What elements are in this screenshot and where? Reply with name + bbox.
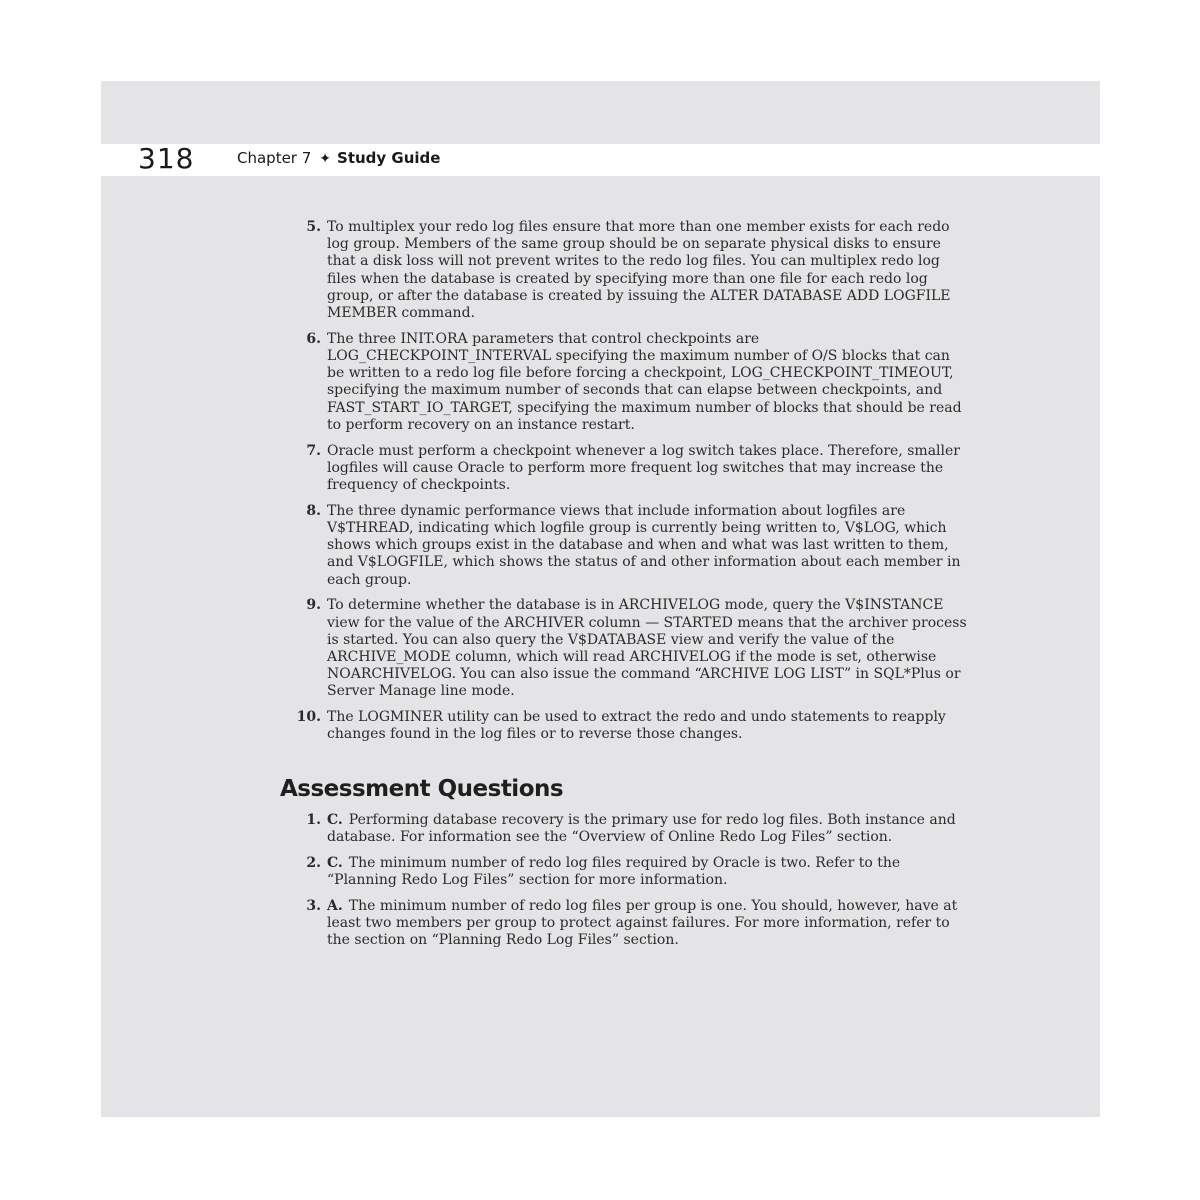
list-item bbox=[280, 709, 970, 743]
item-text: To determine whether the database is in ARCHIVELOG mode, query the V$INSTANCE view for the value of the ARCHIVER column — STARTED means that the archiver process is started. You can also query the V$DATABASE view and verify the value of the ARCHIVE_MODE column, which will read ARCHIVELOG if the mode is set, otherwise NOARCHIVELOG. You can also issue the command “ARCHIVE LOG LIST” in SQL*Plus or Server Manage line mode. bbox=[327, 597, 967, 700]
list-item bbox=[280, 597, 970, 700]
answer-letter: C. bbox=[327, 854, 343, 871]
item-text: The LOGMINER utility can be used to extract the redo and undo statements to reapply changes found in the log files or to reverse those changes. bbox=[327, 709, 946, 743]
item-text: To multiplex your redo log files ensure that more than one member exists for each redo log group. Members of the same group should be on separate physical disks to ensure that a disk loss will not prevent writes to the redo log files. You can multiplex redo log files when the database is created by specifying more than one file for each redo log group, or after the database is created by issuing the ALTER DATABASE ADD LOGFILE MEMBER command. bbox=[327, 219, 951, 322]
list-item bbox=[280, 219, 970, 322]
list-item bbox=[280, 503, 970, 589]
list-item bbox=[280, 812, 970, 846]
item-number: 2. bbox=[306, 854, 321, 871]
item-text: The minimum number of redo log files required by Oracle is two. Refer to the “Planning Redo Log Files” section for more information. bbox=[327, 854, 901, 888]
section-label: Study Guide bbox=[337, 149, 441, 167]
assessment-list bbox=[280, 812, 970, 950]
section-heading: Assessment Questions bbox=[280, 775, 564, 802]
item-number: 8. bbox=[306, 502, 321, 519]
item-number: 6. bbox=[306, 330, 321, 347]
list-item bbox=[280, 331, 970, 434]
running-head bbox=[237, 148, 440, 169]
item-number: 3. bbox=[306, 897, 321, 914]
page-number: 318 bbox=[138, 142, 195, 175]
chapter-label: Chapter 7 bbox=[237, 149, 312, 167]
list-item bbox=[280, 855, 970, 889]
item-text: The three INIT.ORA parameters that control checkpoints are LOG_CHECKPOINT_INTERVAL specifying the maximum number of O/S blocks that can be written to a redo log file before forcing a checkpoint, LOG_CHECKPOINT_TIMEOUT, specifying the maximum number of seconds that can elapse between checkpoints, and FAST_START_IO_TARGET, specifying the maximum number of blocks that should be read to perform recovery on an instance restart. bbox=[327, 330, 962, 433]
item-text: The three dynamic performance views that include information about logfiles are V$THREAD, indicating which logfile group is currently being written to, V$LOG, which shows which groups exist in the database and when and what was last written to them, and V$LOGFILE, which shows the status of and other information about each member in each group. bbox=[327, 502, 961, 588]
item-number: 5. bbox=[306, 219, 321, 235]
item-number: 9. bbox=[306, 597, 321, 614]
item-number: 10. bbox=[296, 709, 321, 726]
item-number: 1. bbox=[306, 811, 321, 828]
item-text: Oracle must perform a checkpoint whenever a log switch takes place. Therefore, smaller logfiles will cause Oracle to perform more frequent log switches that may increase the frequency of checkpoints. bbox=[327, 442, 960, 494]
list-item bbox=[280, 898, 970, 950]
item-number: 7. bbox=[306, 442, 321, 459]
answer-letter: C. bbox=[327, 811, 343, 828]
answer-list bbox=[280, 219, 970, 744]
answer-letter: A. bbox=[327, 897, 343, 914]
item-text: Performing database recovery is the primary use for redo log files. Both instance and database. For information see the “Overview of Online Redo Log Files” section. bbox=[327, 811, 956, 845]
list-item bbox=[280, 443, 970, 495]
main-content bbox=[280, 219, 970, 958]
item-text: The minimum number of redo log files per group is one. You should, however, have at least two members per group to protect against failures. For more information, refer to the section on “Planning Redo Log Files” section. bbox=[327, 897, 958, 949]
diamond-icon: ✦ bbox=[319, 151, 332, 167]
